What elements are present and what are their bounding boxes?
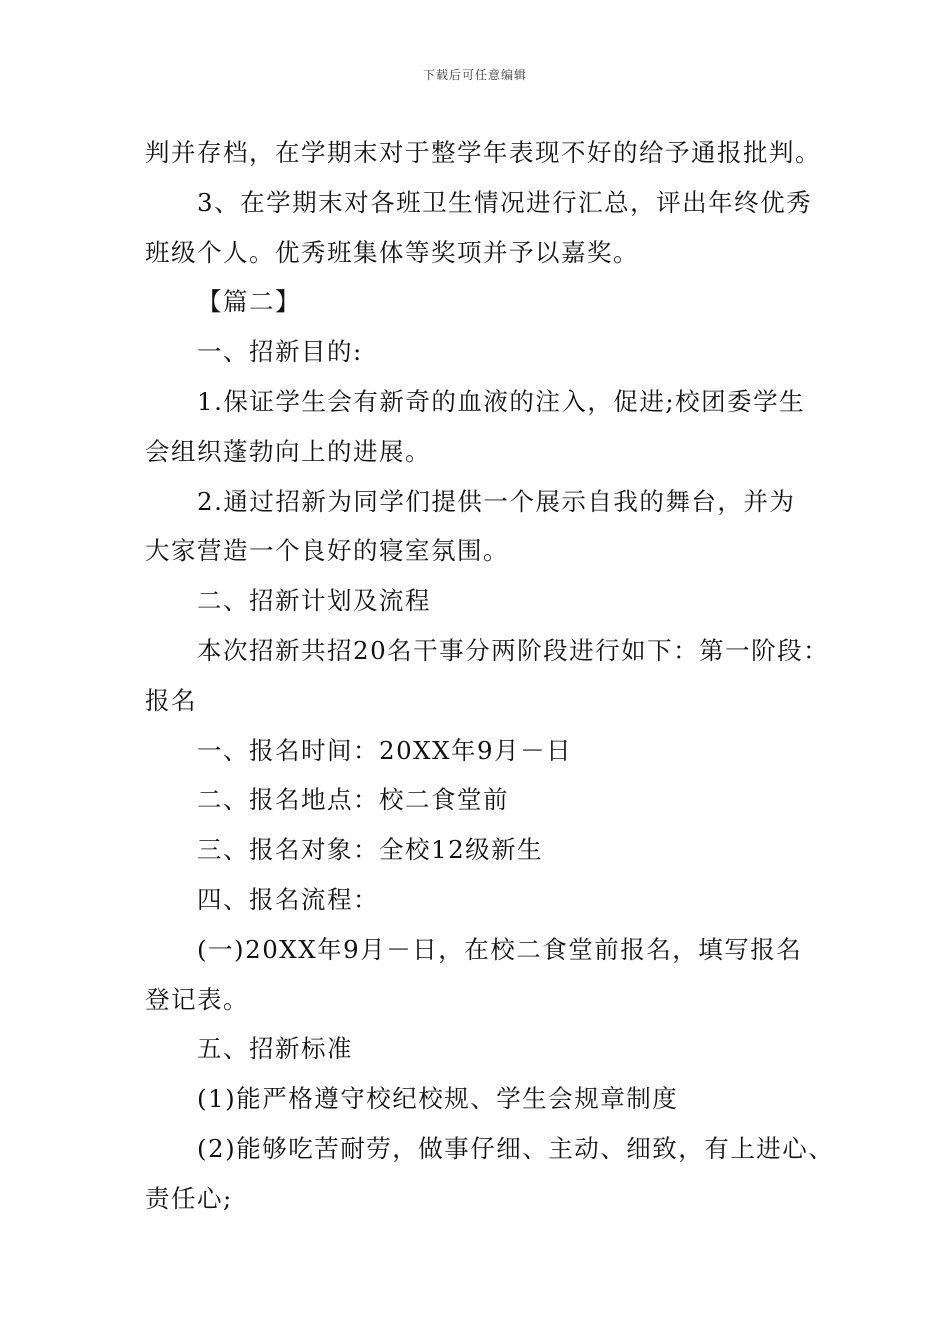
paragraph-line: 会组织蓬勃向上的进展。	[145, 436, 431, 466]
list-item: 三、报名对象：全校12级新生	[197, 835, 544, 865]
list-item: 二、报名地点：校二食堂前	[197, 785, 509, 815]
paragraph-line: 本次招新共招20名干事分两阶段进行如下：第一阶段：	[197, 635, 830, 665]
paragraph-line: 2.通过招新为同学们提供一个展示自我的舞台，并为	[197, 486, 796, 516]
section-heading: 一、招新目的:	[197, 337, 363, 367]
paragraph-line: 报名	[145, 685, 197, 715]
list-item: 四、报名流程：	[197, 884, 379, 914]
paragraph-line: 大家营造一个良好的寝室氛围。	[145, 536, 509, 566]
paragraph-line: 3、在学期末对各班卫生情况进行汇总，评出年终优秀	[197, 187, 813, 217]
list-item: (2)能够吃苦耐劳，做事仔细、主动、细致，有上进心、	[197, 1133, 835, 1163]
section-heading: 五、招新标准	[197, 1034, 353, 1064]
paragraph-line: 责任心;	[145, 1183, 233, 1213]
paragraph-line: 班级个人。优秀班集体等奖项并予以嘉奖。	[145, 237, 639, 267]
section-heading: 【篇二】	[197, 287, 301, 317]
paragraph-line: 判并存档，在学期末对于整学年表现不好的给予通报批判。	[145, 138, 821, 167]
paragraph-line: 登记表。	[145, 984, 249, 1014]
section-heading: 二、招新计划及流程	[197, 586, 431, 616]
paragraph-line: 1.保证学生会有新奇的血液的注入，促进;校团委学生	[197, 386, 806, 416]
paragraph-line: (一)20XX年9月－日，在校二食堂前报名，填写报名	[197, 934, 803, 964]
header-note: 下载后可任意编辑	[422, 68, 527, 82]
document-body	[145, 128, 835, 1224]
list-item: 一、报名时间：20XX年9月－日	[197, 735, 573, 765]
list-item: (1)能严格遵守校纪校规、学生会规章制度	[197, 1084, 679, 1114]
